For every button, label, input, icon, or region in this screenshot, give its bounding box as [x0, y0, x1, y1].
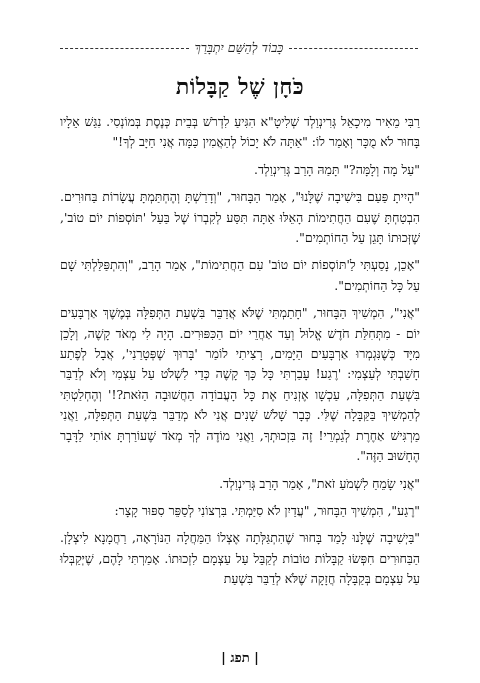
- paragraph: "אֲנִי שָׂמֵחַ לִשְׁמֹעַ זֹאת", אָמַר הָרַב גְּרִינְוַלְד.: [219, 475, 420, 491]
- article-body: [60, 112, 420, 597]
- paragraph: רַבִּי מֵאִיר מִיכָאֵל גְּרִינְוַלְד שְׁלִיטָ"א הִגִּיעַ לִדְרֹשׁ בְּבֵית כְּנֶסֶת בְּמוֹנְסִי. נִגַּשׁ אֵלָיו בָּחוּר לֹא מֻכָּר וְאָמַר לוֹ: "אַתָּה לֹא יָכוֹל לְהַאֲמִין כַּמָּה אֲנִי חַיָּב לְךָ!": [60, 114, 420, 150]
- paragraph: "אָכֵן, נָסַעְתִּי לַ'תּוֹסְפוֹת יוֹם טוֹב' עִם הַחֲתִימוֹת", אָמַר הָרַב, "וְהִתְפַּלַּלְתִּי שָׁם עַל כָּל הַחוֹתְמִים".: [60, 257, 420, 293]
- page-number: | תפג |: [221, 651, 259, 666]
- running-header: [60, 38, 418, 58]
- running-header-title: כָּבוֹד לְהַשֵּׁם יִתְבָּרַךְ: [194, 40, 284, 55]
- header-rule-right: [289, 48, 418, 49]
- paragraph: "אֲנִי", הִמְשִׁיךְ הַבָּחוּר, "חָתַמְתִּי שֶׁלֹּא אֲדַבֵּר בִּשְׁעַת הַתְּפִלָּה בְּמֶשֶׁךְ אַרְבָּעִים יוֹם - מִתְּחִלַּת חֹדֶשׁ אֱלוּל וְעַד אַחֲרֵי יוֹם הַכִּפּוּרִים. הָיָה לִי מְאֹד קָשֶׁה, וְלָכֵן מִיָּד כְּשֶׁנִּגְמְרוּ אַרְבָּעִים הַיָּמִים, רָצִיתִי לוֹמַר 'בָּרוּךְ שֶׁפְּטָרַנִי', אֲבָל לְפֶתַע חָשַׁבְתִּי לְעַצְמִי: 'רֶגַע! עָבַרְתִּי כָּל כָּךְ קָשֶׁה כְּדֵי לִשְׁלֹט עַל עַצְמִי וְלֹא לְדַבֵּר בִּשְׁעַת הַתְּפִלָּה, עַכְשָׁו אֶזְנִיחַ אֶת כָּל הָעֲבוֹדָה הַחֲשׁוּבָה הַזֹּאת?!' וְהֶחְלַטְתִּי לְהַמְשִׁיךְ בַּקַּבָּלָה שֶׁלִּי. כְּבָר שָׁלֹשׁ שָׁנִים אֲנִי לֹא מְדַבֵּר בִּשְׁעַת הַתְּפִלָּה, וַאֲנִי מַרְגִּישׁ אַחֶרֶת לְגַמְרֵי! זֶה בִּזְכוּתְךָ, וַאֲנִי מוֹדֶה לְךָ מְאֹד שֶׁעוֹרַרְתָּ אוֹתִי לַדָּבָר הֶחָשׁוּב הַזֶּה".: [60, 305, 420, 464]
- paragraph: "בַּיְשִׁיבָה שֶׁלָּנוּ לָמַד בָּחוּר שֶׁהִתְגַּלְּתָה אֶצְלוֹ הַמַּחֲלָה הַנּוֹרָאָה, רַחֲמָנָא לִיצְלָן. הַבַּחוּרִים חִפְּשׂוּ קַבָּלוֹת טוֹבוֹת לְקַבֵּל עַל עַצְמָם לִזְכוּתוֹ. אָמַרְתִּי לָהֶם, שֶׁיְּקַבְּלוּ עַל עַצְמָם בְּקַבָּלָה חֲזָקָה שֶׁלֹּא לְדַבֵּר בִּשְׁעַת: [60, 530, 420, 587]
- paragraph: "עַל מָה וְלָמָּה?" תָּמַהּ הָרַב גְּרִינְוַלְד.: [254, 161, 420, 177]
- paragraph: "הָיִיתָ פַּעַם בִּישִׁיבָה שֶׁלָּנוּ", אָמַר הַבָּחוּר, "וְדָרַשְׁתָּ וְהֶחְתַּמְתָּ עֲשָׂרוֹת בַּחוּרִים. הִבְטַחְתָּ שֶׁעִם הַחֲתִימוֹת הָאֵלּוּ אַתָּה תִּסַּע לְקִבְרוֹ שֶׁל בַּעַל 'תּוֹסְפוֹת יוֹם טוֹב', שֶׁזְּכוּתוֹ תָּגֵן עַל הַחוֹתְמִים".: [60, 189, 420, 246]
- header-rule-left: [60, 48, 189, 49]
- article-title: כֹּחָן שֶׁל קַבָּלוֹת: [175, 74, 305, 100]
- paragraph: "רֶגַע", הִמְשִׁיךְ הַבָּחוּר, "עֲדַיִן לֹא סִיַּמְתִּי. בִּרְצוֹנִי לְסַפֵּר סִפּוּר קָצָר:: [114, 502, 420, 518]
